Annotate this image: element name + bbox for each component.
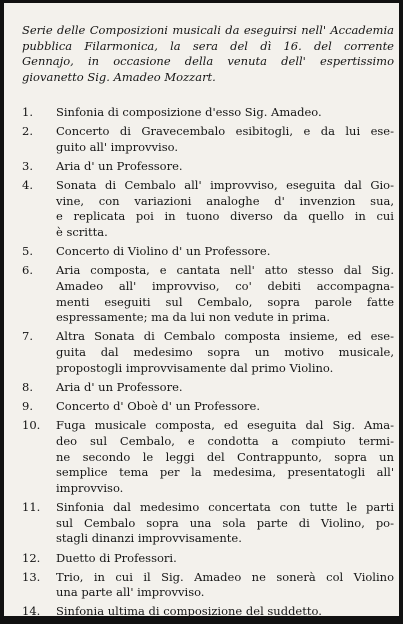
list-item bbox=[22, 159, 394, 175]
list-item bbox=[22, 178, 394, 241]
item-text-line: e replicata poi in tuono diverso da quello in cui bbox=[56, 209, 394, 224]
item-text bbox=[56, 244, 394, 260]
item-text-line: Concerto di Gravecembalo esibitogli, e da lui ese- bbox=[56, 124, 394, 139]
item-number: 13. bbox=[22, 569, 41, 584]
item-number: 9. bbox=[22, 399, 33, 414]
item-text-line: Altra Sonata di Cembalo composta insieme, ed ese- bbox=[56, 329, 394, 344]
item-text-line: ne secondo le leggi del Contrappunto, sopra un bbox=[56, 449, 394, 464]
item-number: 5. bbox=[22, 244, 33, 259]
list-item bbox=[22, 551, 394, 567]
item-text bbox=[56, 124, 394, 155]
item-text-line: improvviso. bbox=[56, 480, 124, 495]
item-text bbox=[56, 329, 394, 376]
item-text bbox=[56, 399, 394, 415]
item-text-line: Concerto d' Oboè d' un Professore. bbox=[56, 399, 260, 414]
item-text-line: è scritta. bbox=[56, 225, 108, 240]
item-text-line: espressamente; ma da lui non vedute in prima. bbox=[56, 310, 331, 325]
item-number: 11. bbox=[22, 500, 41, 515]
list-item bbox=[22, 500, 394, 547]
item-text-line: vine, con variazioni analoghe d' invenzion sua, bbox=[56, 193, 394, 208]
heading-line: giovanetto Sig. Amadeo Mozzart. bbox=[22, 69, 216, 84]
item-number: 12. bbox=[22, 550, 41, 565]
list-item bbox=[22, 418, 394, 497]
item-text bbox=[56, 380, 394, 396]
item-text bbox=[56, 178, 394, 241]
item-text-line: Sinfonia ultima di composizione del suddetto. bbox=[56, 604, 322, 619]
item-text-line: Sinfonia di composizione d'esso Sig. Amadeo. bbox=[56, 105, 322, 119]
item-number: 4. bbox=[22, 177, 33, 192]
item-text-line: Sonata di Cembalo all' improvviso, eseguita dal Gio- bbox=[56, 177, 394, 192]
item-text-line: Sinfonia dal medesimo concertata con tutte le parti bbox=[56, 500, 394, 515]
list-item bbox=[22, 124, 394, 155]
item-number: 1. bbox=[22, 105, 33, 119]
item-text-line: Duetto di Professori. bbox=[56, 550, 177, 565]
heading-line: Serie delle Composizioni musicali da eseguirsi nell' Accademia bbox=[22, 23, 394, 37]
list-item bbox=[22, 399, 394, 415]
program-page bbox=[4, 3, 399, 619]
heading-line: Gennajo, in occasione della venuta dell' espertissimo bbox=[22, 54, 394, 68]
item-text bbox=[56, 551, 394, 567]
item-text-line: Amadeo all' improvviso, co' debiti accompagna- bbox=[56, 278, 394, 293]
item-text bbox=[56, 105, 394, 121]
item-text-line: stagli dinanzi improvvisamente. bbox=[56, 531, 242, 546]
item-text bbox=[56, 604, 394, 620]
item-text-line: una parte all' improvviso. bbox=[56, 585, 205, 600]
list-item bbox=[22, 105, 394, 121]
list-item bbox=[22, 263, 394, 326]
item-text-line: semplice tema per la medesima, presentatogli all' bbox=[56, 465, 394, 480]
item-text-line: Fuga musicale composta, ed eseguita dal Sig. Ama- bbox=[56, 418, 394, 433]
item-number: 7. bbox=[22, 329, 33, 344]
item-text-line: sul Cembalo sopra una sola parte di Violino, po- bbox=[56, 515, 394, 530]
item-text-line: Aria composta, e cantata nell' atto stesso dal Sig. bbox=[56, 263, 394, 278]
item-text-line: Concerto di Violino d' un Professore. bbox=[56, 244, 271, 259]
list-item bbox=[22, 329, 394, 376]
composition-list bbox=[22, 105, 394, 624]
program-heading bbox=[22, 23, 394, 85]
list-item bbox=[22, 604, 394, 620]
item-number: 6. bbox=[22, 263, 33, 278]
item-text-line: guita dal medesimo sopra un motivo musicale, bbox=[56, 345, 394, 360]
item-number: 2. bbox=[22, 124, 33, 139]
item-text bbox=[56, 418, 394, 497]
item-text bbox=[56, 500, 394, 547]
item-text-line: Aria d' un Professore. bbox=[56, 379, 183, 394]
list-item bbox=[22, 570, 394, 601]
heading-line: pubblica Filarmonica, la sera del dì 16. del corrente bbox=[22, 38, 394, 53]
item-number: 14. bbox=[22, 604, 41, 619]
item-text-line: menti eseguiti sul Cembalo, sopra parole fatte bbox=[56, 294, 394, 309]
list-item bbox=[22, 380, 394, 396]
item-text bbox=[56, 263, 394, 326]
item-number: 3. bbox=[22, 158, 33, 173]
item-text-line: Trio, in cui il Sig. Amadeo ne sonerà col Violino bbox=[56, 569, 394, 584]
item-text bbox=[56, 159, 394, 175]
item-text-line: Aria d' un Professore. bbox=[56, 158, 183, 173]
item-text bbox=[56, 570, 394, 601]
list-item bbox=[22, 244, 394, 260]
item-number: 8. bbox=[22, 379, 33, 394]
item-text-line: propostogli improvvisamente dal primo Violino. bbox=[56, 360, 334, 375]
item-text-line: deo sul Cembalo, e condotta a compiuto termi- bbox=[56, 433, 394, 448]
item-number: 10. bbox=[22, 418, 41, 433]
item-text-line: guito all' improvviso. bbox=[56, 139, 178, 154]
